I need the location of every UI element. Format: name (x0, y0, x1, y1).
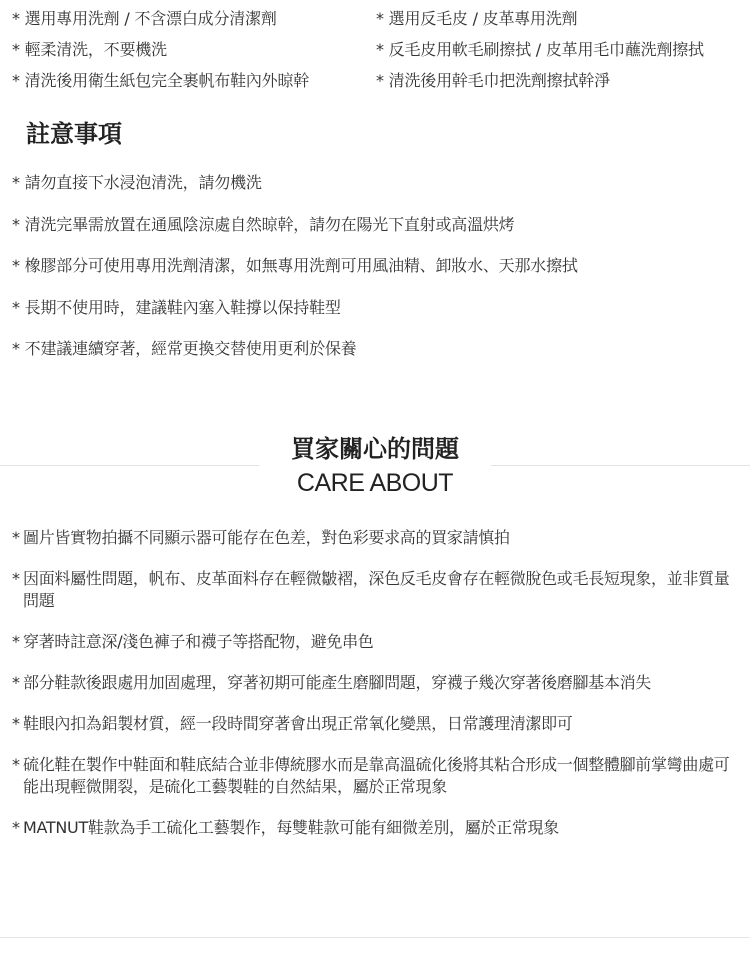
care-about-text: 部分鞋款後跟處用加固處理，穿著初期可能產生磨腳問題，穿襪子幾次穿著後磨腳基本消失 (23, 673, 652, 692)
notice-item: * 長期不使用時，建議鞋內塞入鞋撐以保持鞋型 (12, 297, 341, 317)
care-about-item (12, 631, 742, 653)
bullet-star: * (12, 569, 20, 588)
care-method-item: * 清洗後用幹毛巾把洗劑擦拭幹淨 (376, 71, 610, 90)
care-about-item (12, 568, 742, 612)
care-methods-canvas-column (12, 8, 309, 101)
care-method-item: * 選用專用洗劑 / 不含漂白成分清潔劑 (12, 9, 277, 28)
care-method-item: * 選用反毛皮 / 皮革專用洗劑 (376, 9, 578, 28)
care-about-text: MATNUT鞋款為手工硫化工藝製作，每雙鞋款可能有細微差別，屬於正常現象 (23, 818, 559, 837)
care-about-item (12, 754, 742, 798)
care-method-item: * 輕柔清洗，不要機洗 (12, 40, 167, 59)
care-about-item (12, 713, 742, 735)
care-about-list (12, 527, 742, 858)
bullet-star: * (12, 755, 20, 774)
bottom-divider (0, 937, 750, 938)
care-about-text: 穿著時註意深/淺色褲子和襪子等搭配物，避免串色 (23, 632, 374, 651)
bullet-star: * (12, 632, 20, 651)
bullet-star: * (12, 818, 20, 837)
notice-list (12, 172, 740, 380)
care-about-text: 因面料屬性問題，帆布、皮革面料存在輕微皺褶，深色反毛皮會存在輕微脫色或毛長短現象，並非質量問題 (23, 569, 730, 610)
notice-item: * 清洗完畢需放置在通風陰涼處自然晾幹，請勿在陽光下直射或高溫烘烤 (12, 214, 515, 234)
care-about-text: 鞋眼內扣為鋁製材質，經一段時間穿著會出現正常氧化變黑，日常護理清潔即可 (23, 714, 573, 733)
care-methods-leather-column (376, 8, 704, 101)
care-about-item (12, 527, 742, 549)
care-about-item (12, 817, 742, 839)
care-about-text: 圖片皆實物拍攝不同顯示器可能存在色差，對色彩要求高的買家請慎拍 (23, 528, 510, 547)
bullet-star: * (12, 714, 20, 733)
notice-item: * 請勿直接下水浸泡清洗，請勿機洗 (12, 173, 262, 192)
care-about-title-en: CARE ABOUT (296, 469, 454, 497)
care-method-item: * 清洗後用衛生紙包完全裹帆布鞋內外晾幹 (12, 71, 310, 90)
care-about-header (0, 432, 750, 502)
care-method-item: * 反毛皮用軟毛刷擦拭 / 皮革用毛巾蘸洗劑擦拭 (376, 40, 704, 59)
notice-item: * 不建議連續穿著，經常更換交替使用更利於保養 (12, 339, 357, 358)
notice-item: * 橡膠部分可使用專用洗劑清潔，如無專用洗劑可用風油精、卸妝水、天那水擦拭 (12, 256, 578, 275)
care-about-text: 硫化鞋在製作中鞋面和鞋底結合並非傳統膠水而是靠高溫硫化後將其粘合形成一個整體腳前掌彎曲處可能出現輕微開裂，是硫化工藝製鞋的自然結果，屬於正常現象 (23, 755, 730, 796)
care-about-item (12, 672, 742, 694)
notice-title: 註意事項 (26, 120, 122, 148)
bullet-star: * (12, 673, 20, 692)
care-about-title-cn: 買家關心的問題 (259, 432, 491, 466)
bullet-star: * (12, 528, 20, 547)
